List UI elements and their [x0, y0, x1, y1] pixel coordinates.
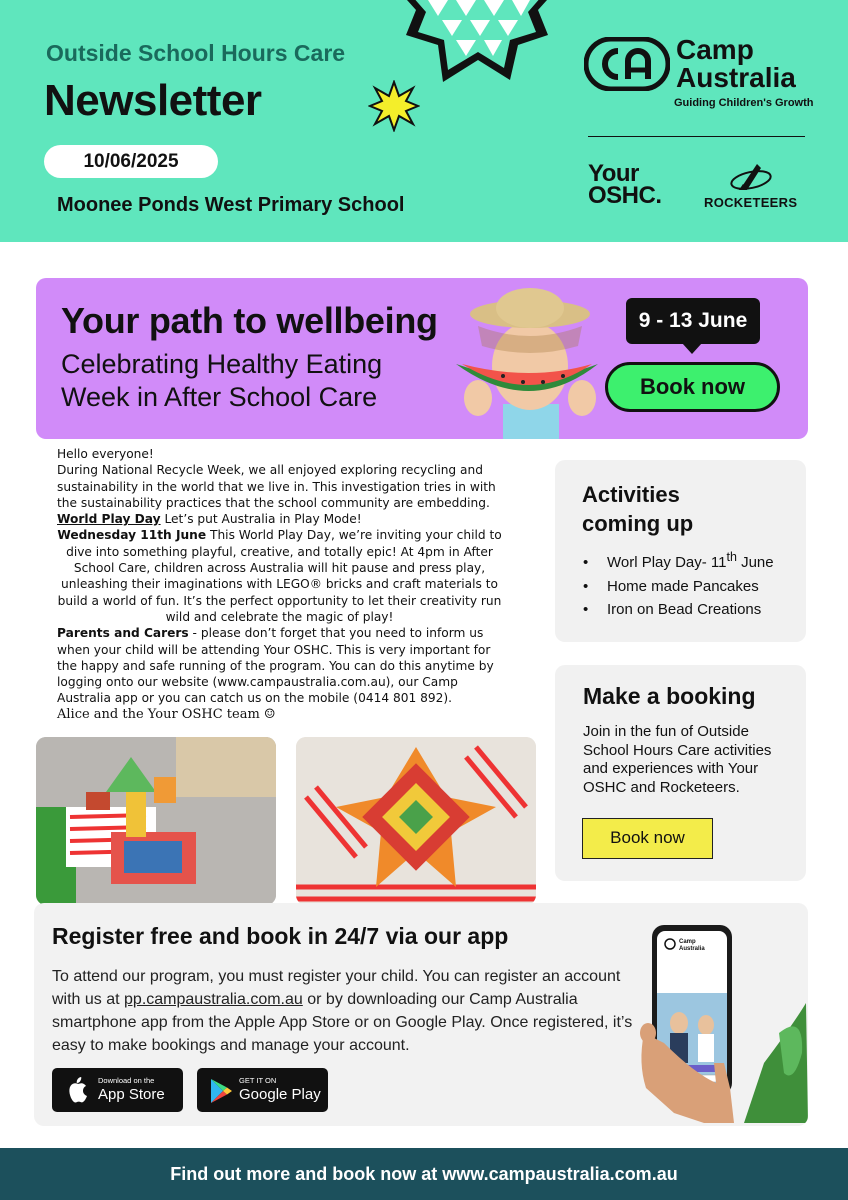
footer-bar[interactable]: Find out more and book now at www.campaustralia.com.au — [0, 1148, 848, 1200]
booking-body: Join in the fun of Outside School Hours Care activities and experiences with Your OSHC and Rocketeers. — [583, 723, 772, 796]
triangle-pattern-decoration — [398, 0, 556, 90]
header-subtitle: Outside School Hours Care — [46, 40, 346, 66]
app-register-section — [34, 903, 808, 1126]
newsletter-date: 10/06/2025 — [44, 145, 218, 178]
header — [0, 0, 848, 242]
logo-tagline: Guiding Children's Growth — [674, 97, 814, 109]
camp-australia-logo-text — [676, 36, 796, 92]
newsletter-title: Newsletter — [44, 76, 262, 125]
google-play-badge[interactable] — [197, 1068, 328, 1112]
booking-title: Make a booking — [583, 683, 756, 709]
play-day-intro: Let’s put Australia in Play Mode! — [160, 512, 362, 527]
activities-title — [582, 480, 693, 538]
google-play-icon — [209, 1078, 233, 1104]
list-item-text: Home made Pancakes — [607, 577, 759, 595]
girl-with-watermelon-image — [448, 286, 608, 439]
play-day-text: This World Play Day, we’re inviting your child to dive into something playful, creative, and totally epic! At 4pm in After School Care, children across Australia will hit pause and press play, unleashing their imaginations with LEGO® bricks and craft materials to build a world of fun. It’s the perfect opportunity to let their creativity run wild and celebrate the magic of play! — [57, 528, 502, 624]
banner-book-now-button[interactable]: Book now — [605, 362, 780, 412]
banner-subtitle — [61, 348, 441, 414]
lego-build-photo — [36, 737, 276, 905]
lego-build-image — [36, 737, 276, 905]
list-item — [583, 546, 774, 575]
list-item-text: Iron on Bead Creations — [607, 601, 762, 618]
list-item — [583, 598, 774, 622]
list-item — [583, 575, 774, 599]
play-day-date: Wednesday 11th June — [57, 528, 207, 543]
play-day-heading: World Play Day — [57, 512, 161, 527]
app-register-body — [52, 965, 642, 1057]
greeting: Hello everyone! — [57, 447, 154, 461]
parents-paragraph — [57, 625, 502, 706]
recycle-week-paragraph: During National Recycle Week, we all enjoyed exploring recycling and sustainability in the world that we live in. This investigation tries in with the sustainability practices that the school community are embedding. — [57, 463, 496, 510]
app-store-big-text: App Store — [98, 1086, 165, 1103]
your-oshc-line1: Your — [588, 160, 639, 187]
wellbeing-banner — [36, 278, 808, 439]
phone-brand-line1: Camp — [679, 939, 696, 945]
banner-subtitle-line2: Week in After School Care — [61, 382, 378, 412]
google-play-small-text: GET IT ON — [239, 1076, 277, 1085]
banner-subtitle-line1: Celebrating Healthy Eating — [61, 349, 383, 379]
bead-creation-photo — [296, 737, 536, 905]
register-link[interactable]: pp.campaustralia.com.au — [124, 991, 303, 1008]
activities-list — [583, 546, 774, 622]
play-day-details — [57, 527, 502, 625]
star-burst-icon — [368, 80, 420, 132]
parents-text: - please don’t forget that you need to inform us when your child will be attending Your OSHC. This is very important for the happy and safe running of the program. You can do this anytime by logging onto our website (www.campaustralia.com.au), our Camp Australia app or you can catch us on the mobile (0414 801 892). — [57, 626, 494, 706]
school-name: Moonee Ponds West Primary School — [57, 194, 405, 216]
booking-card — [555, 665, 806, 881]
your-oshc-logo — [588, 160, 662, 209]
app-body-text: To attend our program, you must register your child. You can register an account with us at — [52, 968, 621, 1008]
app-register-title: Register free and book in 24/7 via our app — [52, 923, 509, 949]
your-oshc-line2: OSHC. — [588, 182, 662, 209]
rocket-icon — [727, 160, 775, 194]
camp-australia-logo-icon — [584, 37, 670, 91]
parents-heading: Parents and Carers — [57, 626, 189, 641]
list-item-text-end: June — [736, 554, 774, 571]
signoff: Alice and the Your OSHC team ☺ — [57, 706, 276, 722]
event-dates-badge: 9 - 13 June — [626, 298, 760, 344]
google-play-big-text: Google Play — [239, 1086, 321, 1103]
header-divider — [588, 136, 805, 137]
play-day-paragraph — [57, 511, 502, 527]
bead-creation-image — [296, 737, 536, 905]
app-body-text-end: or by downloading our Camp Australia smartphone app from the Apple App Store or on Google Play. Once registered, it’s easy to make bookings and manage your account. — [52, 991, 633, 1054]
activities-title-line1: Activities — [582, 482, 680, 507]
app-store-small-text: Download on the — [98, 1076, 155, 1085]
rocketeers-logo: ROCKETEERS — [704, 195, 798, 210]
list-item-sup: th — [726, 550, 737, 564]
list-item-text: Worl Play Day- 11 — [607, 554, 727, 571]
logo-line-australia: Australia — [676, 62, 796, 93]
logo-line-camp: Camp — [676, 34, 754, 65]
phone-brand-line2: Australia — [679, 946, 705, 952]
activities-title-line2: coming up — [582, 511, 694, 536]
app-store-badge[interactable] — [52, 1068, 183, 1112]
phone-app-image — [634, 913, 808, 1123]
apple-icon — [66, 1076, 90, 1104]
banner-title: Your path to wellbeing — [61, 300, 438, 341]
activities-card — [555, 460, 806, 642]
newsletter-letter — [57, 446, 502, 723]
booking-book-now-button[interactable]: Book now — [582, 818, 713, 859]
